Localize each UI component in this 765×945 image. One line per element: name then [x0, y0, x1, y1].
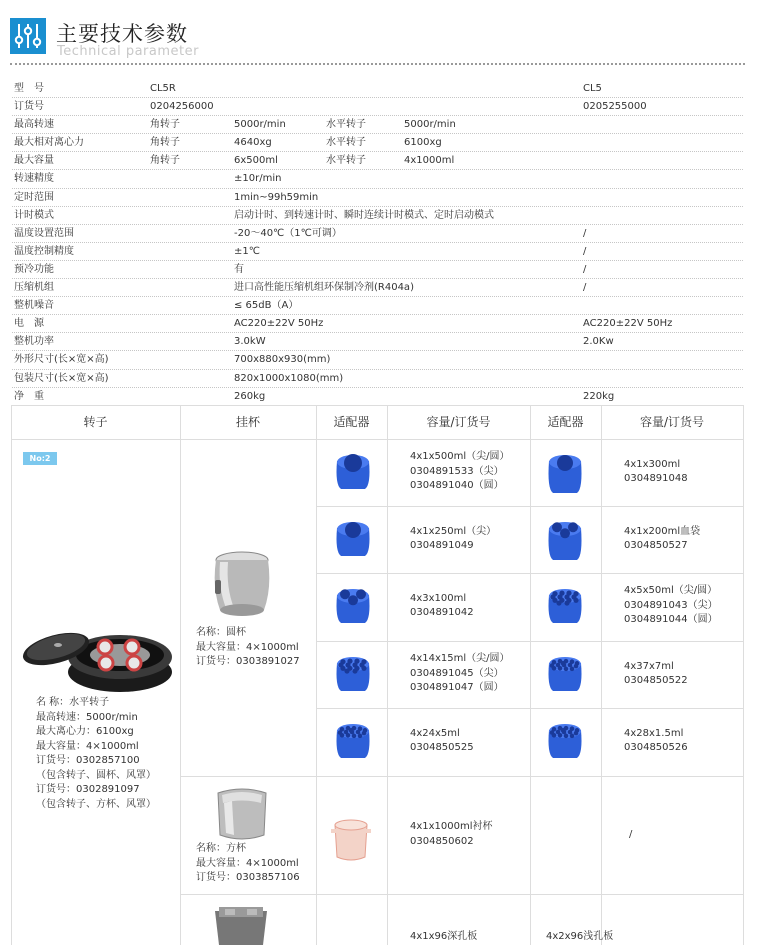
spec-cell: /	[583, 282, 587, 294]
spec-cell: 4640xg	[234, 137, 272, 149]
rotor-info-line: （包含转子、方杯、风罩）	[36, 798, 156, 810]
square-cup-info-line: 订货号：0303857106	[196, 872, 300, 883]
spec-cell: 进口高性能压缩机组环保制冷剂(R404a)	[234, 282, 414, 294]
adapter-capacity-line: 4x1x250ml（尖）	[410, 525, 497, 537]
spec-cell: AC220±22V 50Hz	[234, 318, 324, 330]
spec-cell: 订货号	[14, 101, 44, 113]
spec-cell: AC220±22V 50Hz	[583, 318, 673, 330]
spec-cell: 0204256000	[150, 101, 214, 113]
spec-cell: 220kg	[583, 390, 615, 402]
spec-cell: 压缩机组	[14, 282, 54, 294]
adapter-capacity-line: 4x37x7ml	[624, 660, 674, 672]
spec-cell: 1min~99h59min	[234, 191, 319, 203]
spec-row	[12, 225, 743, 243]
adapter-image	[331, 518, 375, 562]
adapter-capacity-line: 0304891042	[410, 607, 474, 618]
spec-row	[12, 243, 743, 261]
col-header-adapter: 适配器	[333, 415, 370, 429]
adapter-capacity-line: 0304891048	[624, 473, 688, 484]
rotor-info-line: 订货号：0302891097	[36, 784, 140, 795]
adapter-capacity-line: 0304850525	[410, 742, 474, 753]
col-header-cup: 挂杯	[235, 415, 260, 429]
spec-row	[12, 261, 743, 279]
liner-right-value: /	[629, 829, 633, 840]
spec-cell: 700x880x930(mm)	[234, 354, 331, 366]
spec-row	[12, 80, 743, 98]
section-subtitle: Technical parameter	[57, 44, 199, 59]
col-header-capacity: 容量/订货号	[426, 415, 491, 429]
adapter-capacity-line: 4x14x15ml（尖/圆）	[410, 653, 510, 665]
spec-cell: 水平转子	[326, 137, 366, 149]
spec-row	[12, 152, 743, 170]
spec-cell: 温度控制精度	[14, 245, 74, 257]
spec-cell: 转速精度	[14, 173, 54, 185]
adapter-capacity-line: 0304891040（圆）	[410, 480, 504, 492]
rotor-info-line: 名 称：水平转子	[36, 697, 110, 708]
round-cup-info-line: 订货号：0303891027	[196, 656, 300, 667]
spec-cell: 最高转速	[14, 119, 54, 131]
adapter-image	[543, 585, 587, 629]
spec-row	[12, 370, 743, 388]
round-cup-info-line: 最大容量：4×1000ml	[196, 641, 299, 653]
spec-cell: 角转子	[150, 137, 180, 149]
spec-cell: 水平转子	[326, 155, 366, 167]
rotor-info-line: 最大容量：4×1000ml	[36, 740, 139, 752]
spec-row	[12, 279, 743, 297]
adapter-capacity-line: 4x3x100ml	[410, 592, 467, 604]
spec-cell: 水平转子	[326, 119, 366, 131]
adapter-image	[331, 653, 375, 697]
plate-holder-image	[211, 903, 271, 945]
adapter-image	[543, 451, 587, 499]
spec-cell: 整机噪音	[14, 300, 54, 312]
spec-cell: 最大相对离心力	[14, 137, 84, 149]
spec-cell: 6x500ml	[234, 155, 278, 167]
adapter-capacity-line: 4x28x1.5ml	[624, 727, 684, 739]
spec-row	[12, 388, 743, 406]
spec-cell: ≤ 65dB（A）	[234, 300, 299, 312]
spec-cell: 有	[234, 263, 244, 275]
liner-info-line: 0304850602	[410, 835, 474, 847]
spec-row	[12, 116, 743, 134]
spec-cell: 定时范围	[14, 191, 54, 203]
rotor-info-line: （包含转子、圆杯、风罩）	[36, 769, 156, 781]
adapter-image	[331, 451, 375, 495]
plate-shallow-label: 4x2x96浅孔板	[546, 931, 614, 942]
spec-cell: 外形尺寸(长×宽×高)	[14, 354, 109, 366]
spec-cell: 6100xg	[404, 137, 442, 149]
liner-info-line: 4x1x1000ml衬杯	[410, 821, 493, 832]
spec-row	[12, 170, 743, 188]
spec-cell: 0205255000	[583, 101, 647, 113]
spec-row	[12, 134, 743, 152]
spec-cell: 3.0kW	[234, 336, 266, 348]
adapter-image	[543, 720, 587, 764]
adapter-capacity-line: 4x24x5ml	[410, 727, 460, 739]
spec-cell: 260kg	[234, 390, 266, 402]
spec-row	[12, 189, 743, 207]
spec-row	[12, 333, 743, 351]
spec-cell: 电 源	[14, 318, 44, 330]
spec-cell: 预冷功能	[14, 263, 54, 275]
adapter-capacity-line: 0304891533（尖）	[410, 465, 504, 477]
spec-cell: 5000r/min	[404, 119, 456, 131]
col-header-adapter-2: 适配器	[547, 415, 584, 429]
spec-row	[12, 315, 743, 333]
plate-deep-label: 4x1x96深孔板	[410, 931, 478, 942]
adapter-capacity-line: 0304850522	[624, 675, 688, 686]
spec-cell: 整机功率	[14, 336, 54, 348]
rotor-info-line: 订货号：0302857100	[36, 755, 140, 766]
spec-cell: -20～40℃（1℃可调）	[234, 227, 342, 239]
adapter-image	[331, 720, 375, 764]
spec-cell: CL5	[583, 83, 602, 94]
adapter-capacity-line: 0304891045（尖）	[410, 667, 504, 679]
adapter-capacity-line: 4x1x500ml（尖/圆）	[410, 451, 510, 463]
spec-cell: /	[583, 245, 587, 257]
spec-cell: /	[583, 263, 587, 275]
spec-cell: ±10r/min	[234, 173, 282, 185]
section-header	[10, 18, 745, 60]
spec-cell: /	[583, 227, 587, 239]
spec-cell: 角转子	[150, 155, 180, 167]
square-cup-info-line: 名称：方杯	[196, 843, 246, 854]
adapter-capacity-line: 0304850527	[624, 540, 688, 551]
adapter-capacity-line: 0304891043（尖）	[624, 599, 718, 611]
spec-cell: 型 号	[14, 83, 44, 94]
rotor-info-line: 最大离心力：6100xg	[36, 726, 134, 737]
spec-cell: 5000r/min	[234, 119, 286, 131]
divider	[10, 63, 745, 65]
liner-cup-image	[329, 815, 373, 867]
col-header-rotor: 转子	[83, 415, 108, 429]
adapter-capacity-line: 0304850526	[624, 742, 688, 753]
adapter-image	[543, 653, 587, 697]
adapter-capacity-line: 4x1x200ml血袋	[624, 525, 701, 537]
square-cup-image	[212, 785, 272, 849]
adapter-capacity-line: 4x5x50ml（尖/圆）	[624, 585, 718, 597]
spec-cell: 温度设置范围	[14, 227, 74, 239]
spec-cell: ±1℃	[234, 245, 260, 257]
horizontal-rotor-image	[20, 617, 175, 701]
spec-row	[12, 351, 743, 369]
adapter-image	[331, 585, 375, 629]
spec-cell: 启动计时、到转速计时、瞬时连续计时模式、定时启动模式	[234, 209, 494, 221]
spec-cell: 计时模式	[14, 209, 54, 221]
adapter-capacity-line: 0304891047（圆）	[410, 682, 504, 694]
spec-cell: 净 重	[14, 390, 44, 402]
spec-row	[12, 207, 743, 225]
model-badge: No:2	[23, 452, 57, 465]
square-cup-info-line: 最大容量：4×1000ml	[196, 857, 299, 869]
spec-cell: 2.0Kw	[583, 336, 614, 348]
spec-table	[12, 80, 743, 406]
spec-cell: 4x1000ml	[404, 155, 455, 167]
round-cup-info-line: 名称：圆杯	[196, 627, 246, 638]
rotor-table	[11, 405, 744, 945]
spec-row	[12, 98, 743, 116]
spec-cell: CL5R	[150, 83, 176, 94]
adapter-capacity-line: 4x1x300ml	[624, 458, 681, 470]
spec-cell: 包装尺寸(长×宽×高)	[14, 372, 109, 384]
sliders-icon	[10, 18, 46, 54]
section-title: 主要技术参数	[56, 22, 188, 46]
spec-row	[12, 297, 743, 315]
spec-cell: 最大容量	[14, 155, 54, 167]
adapter-image	[543, 518, 587, 566]
spec-cell: 820x1000x1080(mm)	[234, 372, 344, 384]
rotor-info-line: 最高转速：5000r/min	[36, 711, 138, 723]
adapter-capacity-line: 0304891049	[410, 540, 474, 551]
col-header-capacity-2: 容量/订货号	[639, 415, 705, 429]
adapter-capacity-line: 0304891044（圆）	[624, 614, 718, 626]
spec-cell: 角转子	[150, 119, 180, 131]
round-cup-image	[212, 550, 272, 624]
